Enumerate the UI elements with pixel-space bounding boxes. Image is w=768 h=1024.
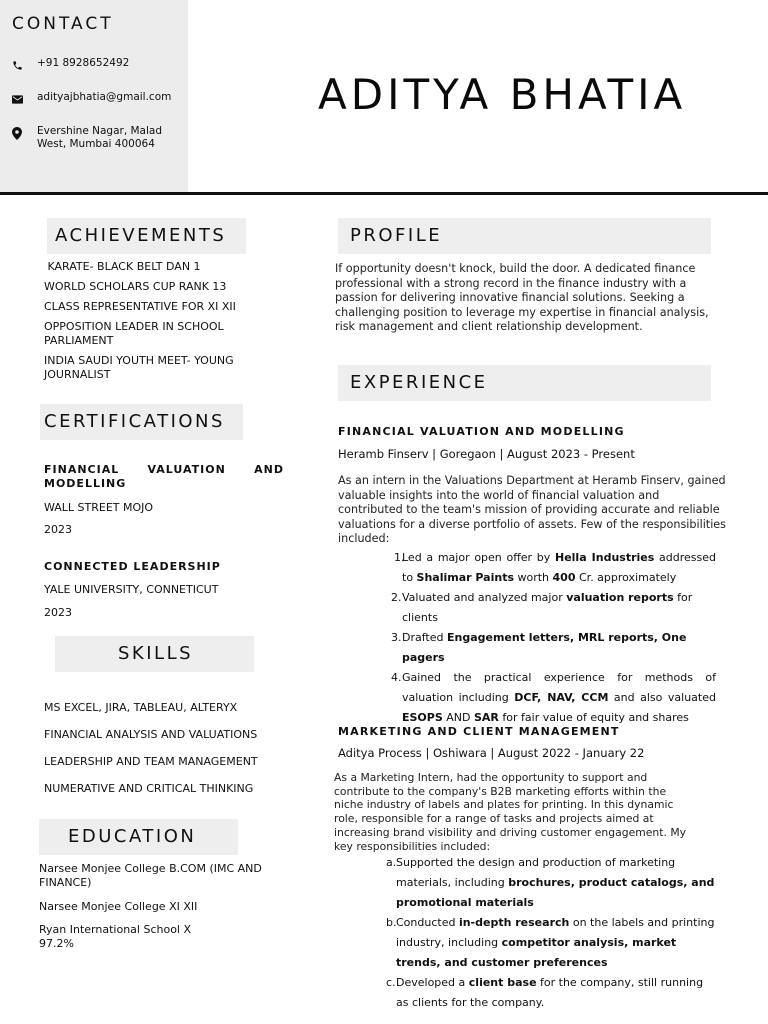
- skills-header: [55, 636, 254, 672]
- job-bullet: 3. Drafted Engagement letters, MRL reports, One pagers: [391, 631, 687, 664]
- phone-icon: [10, 58, 24, 72]
- profile-heading: PROFILE: [350, 225, 443, 246]
- job-subtitle: Aditya Process | Oshiwara | August 2022 - January 22: [338, 746, 645, 760]
- job-bullet: a. Supported the design and production of marketing materials, including brochures, product catalogs, and promotional materials: [386, 856, 715, 909]
- job-bullets: [386, 853, 716, 1013]
- profile-header: [338, 218, 711, 254]
- job-bullet: 2. Valuated and analyzed major valuation reports for clients: [391, 591, 693, 624]
- achievements-header: [47, 218, 246, 254]
- skill-item: FINANCIAL ANALYSIS AND VALUATIONS: [44, 728, 258, 741]
- achievement-item: OPPOSITION LEADER IN SCHOOL PARLIAMENT: [44, 320, 224, 347]
- contact-email-row: [10, 91, 177, 106]
- certification-year: 2023: [44, 606, 72, 619]
- skill-item: NUMERATIVE AND CRITICAL THINKING: [44, 782, 254, 795]
- job-bullet: c. Developed a client base for the company, still running as clients for the company.: [386, 976, 704, 1009]
- achievement-item: CLASS REPRESENTATIVE FOR XI XII: [44, 300, 236, 313]
- skill-item: LEADERSHIP AND TEAM MANAGEMENT: [44, 755, 258, 768]
- achievement-item: KARATE- BLACK BELT DAN 1: [44, 260, 201, 273]
- contact-heading: CONTACT: [12, 14, 114, 34]
- education-heading: EDUCATION: [68, 826, 197, 847]
- candidate-name: ADITYA BHATIA: [318, 70, 687, 119]
- header-divider: [0, 192, 768, 195]
- job-bullets: [391, 548, 716, 728]
- certification-year: 2023: [44, 523, 72, 536]
- location-pin-icon: [10, 126, 24, 140]
- achievement-item: INDIA SAUDI YOUTH MEET- YOUNG JOURNALIST: [44, 354, 234, 381]
- achievements-heading: ACHIEVEMENTS: [55, 225, 227, 246]
- job-summary: As a Marketing Intern, had the opportunity to support and contribute to the company's B2B marketing efforts within the niche industry of labels and plates for printing. In this dynamic role, responsible for a range of tasks and projects aimed at increasing brand visibility and driving customer engagement. My key responsibilities included:: [334, 771, 687, 853]
- skill-item: MS EXCEL, JIRA, TABLEAU, ALTERYX: [44, 701, 238, 714]
- contact-phone-row: [10, 57, 177, 72]
- education-header: [39, 819, 238, 855]
- contact-address: Evershine Nagar, Malad West, Mumbai 400064: [37, 125, 163, 150]
- job-title: MARKETING AND CLIENT MANAGEMENT: [338, 725, 620, 738]
- job-bullet: b. Conducted in-depth research on the labels and printing industry, including competitor analysis, market trends, and customer preferences: [386, 916, 715, 969]
- education-item: Ryan International School X 97.2%: [39, 923, 192, 950]
- job-bullet: 4. Gained the practical experience for methods of valuation including DCF, NAV, CCM and also valuated ESOPS AND SAR for fair value of equity and shares: [391, 671, 716, 724]
- experience-header: [338, 365, 711, 401]
- contact-address-row: [10, 125, 177, 151]
- contact-email[interactable]: adityajbhatia@gmail.com: [37, 91, 172, 103]
- profile-summary: If opportunity doesn't knock, build the door. A dedicated finance professional with a strong record in the finance industry with a passion for delivering innovative financial solutions. Seeking a challenging position to leverage my expertise in financial analysis, risk management and client relationship development.: [335, 262, 709, 333]
- certification-issuer: YALE UNIVERSITY, CONNETICUT: [44, 583, 219, 596]
- job-subtitle: Heramb Finserv | Goregaon | August 2023 - Present: [338, 447, 635, 461]
- education-item: Narsee Monjee College XI XII: [39, 900, 198, 913]
- certification-title: CONNECTED LEADERSHIP: [44, 560, 221, 573]
- job-bullet: 1. Led a major open offer by Hella Industries addressed to Shalimar Paints worth 400 Cr. approximately: [394, 551, 716, 584]
- skills-heading: SKILLS: [118, 643, 194, 664]
- experience-heading: EXPERIENCE: [350, 372, 488, 393]
- certification-issuer: WALL STREET MOJO: [44, 501, 154, 514]
- contact-panel: [0, 0, 188, 194]
- achievement-item: WORLD SCHOLARS CUP RANK 13: [44, 280, 227, 293]
- certification-title: FINANCIAL VALUATION AND MODELLING: [44, 463, 284, 490]
- job-title: FINANCIAL VALUATION AND MODELLING: [338, 425, 625, 438]
- job-summary: As an intern in the Valuations Department at Heramb Finserv, gained valuable insights into the world of financial valuation and contributed to the team's mission of providing accurate and reliable valuations for a diverse portfolio of assets. Few of the responsibilities included:: [338, 474, 727, 545]
- envelope-icon: [10, 92, 24, 106]
- education-item: Narsee Monjee College B.COM (IMC AND FINANCE): [39, 862, 262, 889]
- contact-phone[interactable]: +91 8928652492: [37, 57, 130, 69]
- certifications-heading: CERTIFICATIONS: [44, 411, 225, 432]
- certifications-header: [40, 404, 243, 440]
